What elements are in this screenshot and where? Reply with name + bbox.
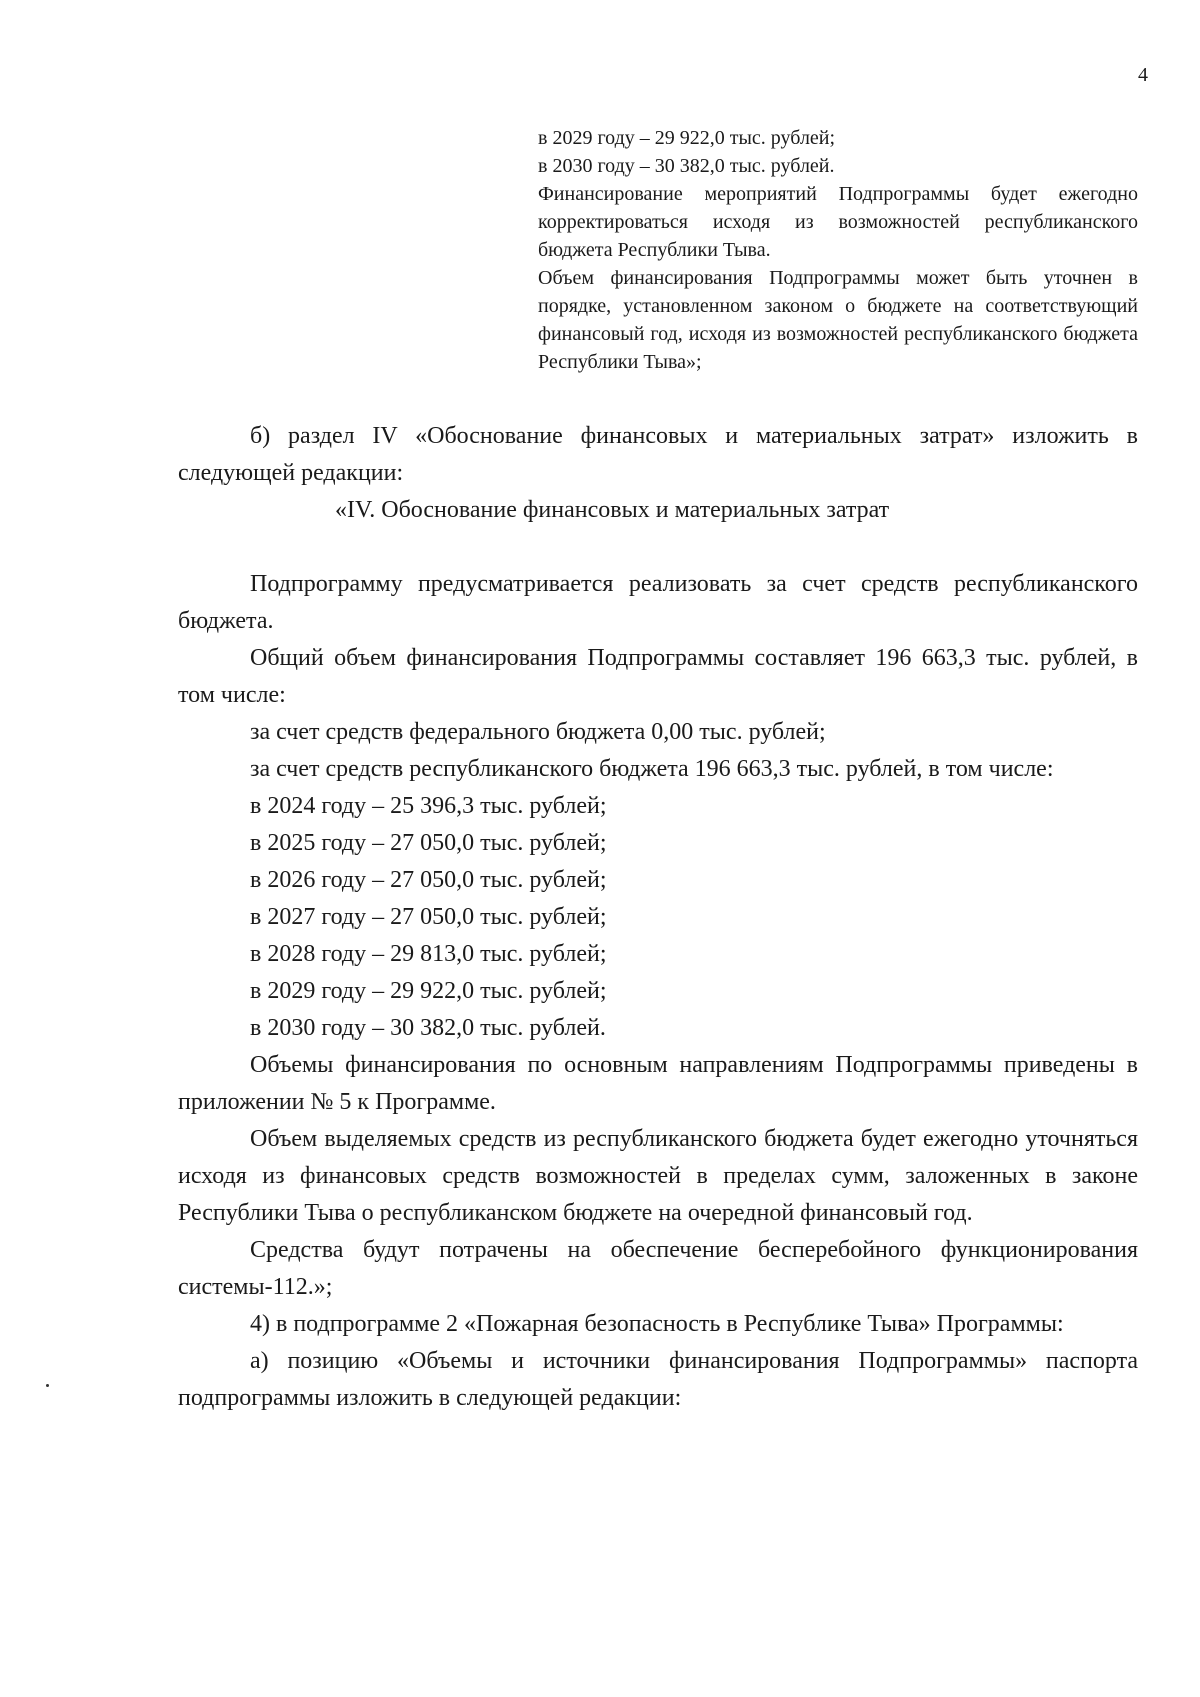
volume-paragraph: Объем финансирования Подпрограммы может быть уточнен в порядке, установленном законом о бюджете на соответствующий финансовый год, исходя из возможностей республиканского бюджета Республики Тыва»;	[538, 267, 1138, 373]
directions-paragraph: Объемы финансирования по основным направлениям Подпрограммы приведены в приложении № 5 к Программе.	[178, 1052, 1138, 1115]
total-paragraph: Общий объем финансирования Подпрограммы составляет 196 663,3 тыс. рублей, в том числе:	[178, 645, 1138, 708]
year-line: в 2024 году – 25 396,3 тыс. рублей;	[250, 793, 607, 819]
funding-line-2030: в 2030 году – 30 382,0 тыс. рублей.	[538, 155, 835, 177]
spent-paragraph: Средства будут потрачены на обеспечение бесперебойного функционирования системы-112.»;	[178, 1237, 1138, 1300]
republic-paragraph: за счет средств республиканского бюджета 196 663,3 тыс. рублей, в том числе:	[250, 756, 1054, 782]
realize-paragraph: Подпрограмму предусматривается реализовать за счет средств республиканского бюджета.	[178, 571, 1138, 634]
item-a: а) позицию «Объемы и источники финансирования Подпрограммы» паспорта подпрограммы изложить в следующей редакции:	[178, 1348, 1138, 1411]
year-line: в 2027 году – 27 050,0 тыс. рублей;	[250, 904, 607, 930]
correction-paragraph: Финансирование мероприятий Подпрограммы будет ежегодно корректироваться исходя из возможностей республиканского бюджета Республики Тыва.	[538, 183, 1138, 261]
year-line: в 2026 году – 27 050,0 тыс. рублей;	[250, 867, 607, 893]
item-b: б) раздел IV «Обоснование финансовых и материальных затрат» изложить в следующей редакции:	[178, 423, 1138, 486]
year-line: в 2028 году – 29 813,0 тыс. рублей;	[250, 941, 607, 967]
year-line: в 2025 году – 27 050,0 тыс. рублей;	[250, 830, 607, 856]
scan-speck	[46, 1384, 49, 1387]
funding-line-2029: в 2029 году – 29 922,0 тыс. рублей;	[538, 127, 836, 149]
item-4: 4) в подпрограмме 2 «Пожарная безопасность в Республике Тыва» Программы:	[250, 1311, 1064, 1337]
page-number: 4	[1138, 64, 1148, 86]
allocated-paragraph: Объем выделяемых средств из республиканского бюджета будет ежегодно уточняться исходя из финансовых средств возможностей в пределах сумм, заложенных в законе Республики Тыва о республиканском бюджете на очередной финансовый год.	[178, 1126, 1138, 1226]
main-text	[178, 418, 1138, 1417]
federal-line: за счет средств федерального бюджета 0,00 тыс. рублей;	[250, 719, 826, 745]
section-heading: «IV. Обоснование финансовых и материальных затрат	[335, 497, 890, 523]
year-line: в 2030 году – 30 382,0 тыс. рублей.	[250, 1015, 606, 1041]
passport-funding-block	[538, 124, 1138, 376]
year-line: в 2029 году – 29 922,0 тыс. рублей;	[250, 978, 607, 1004]
